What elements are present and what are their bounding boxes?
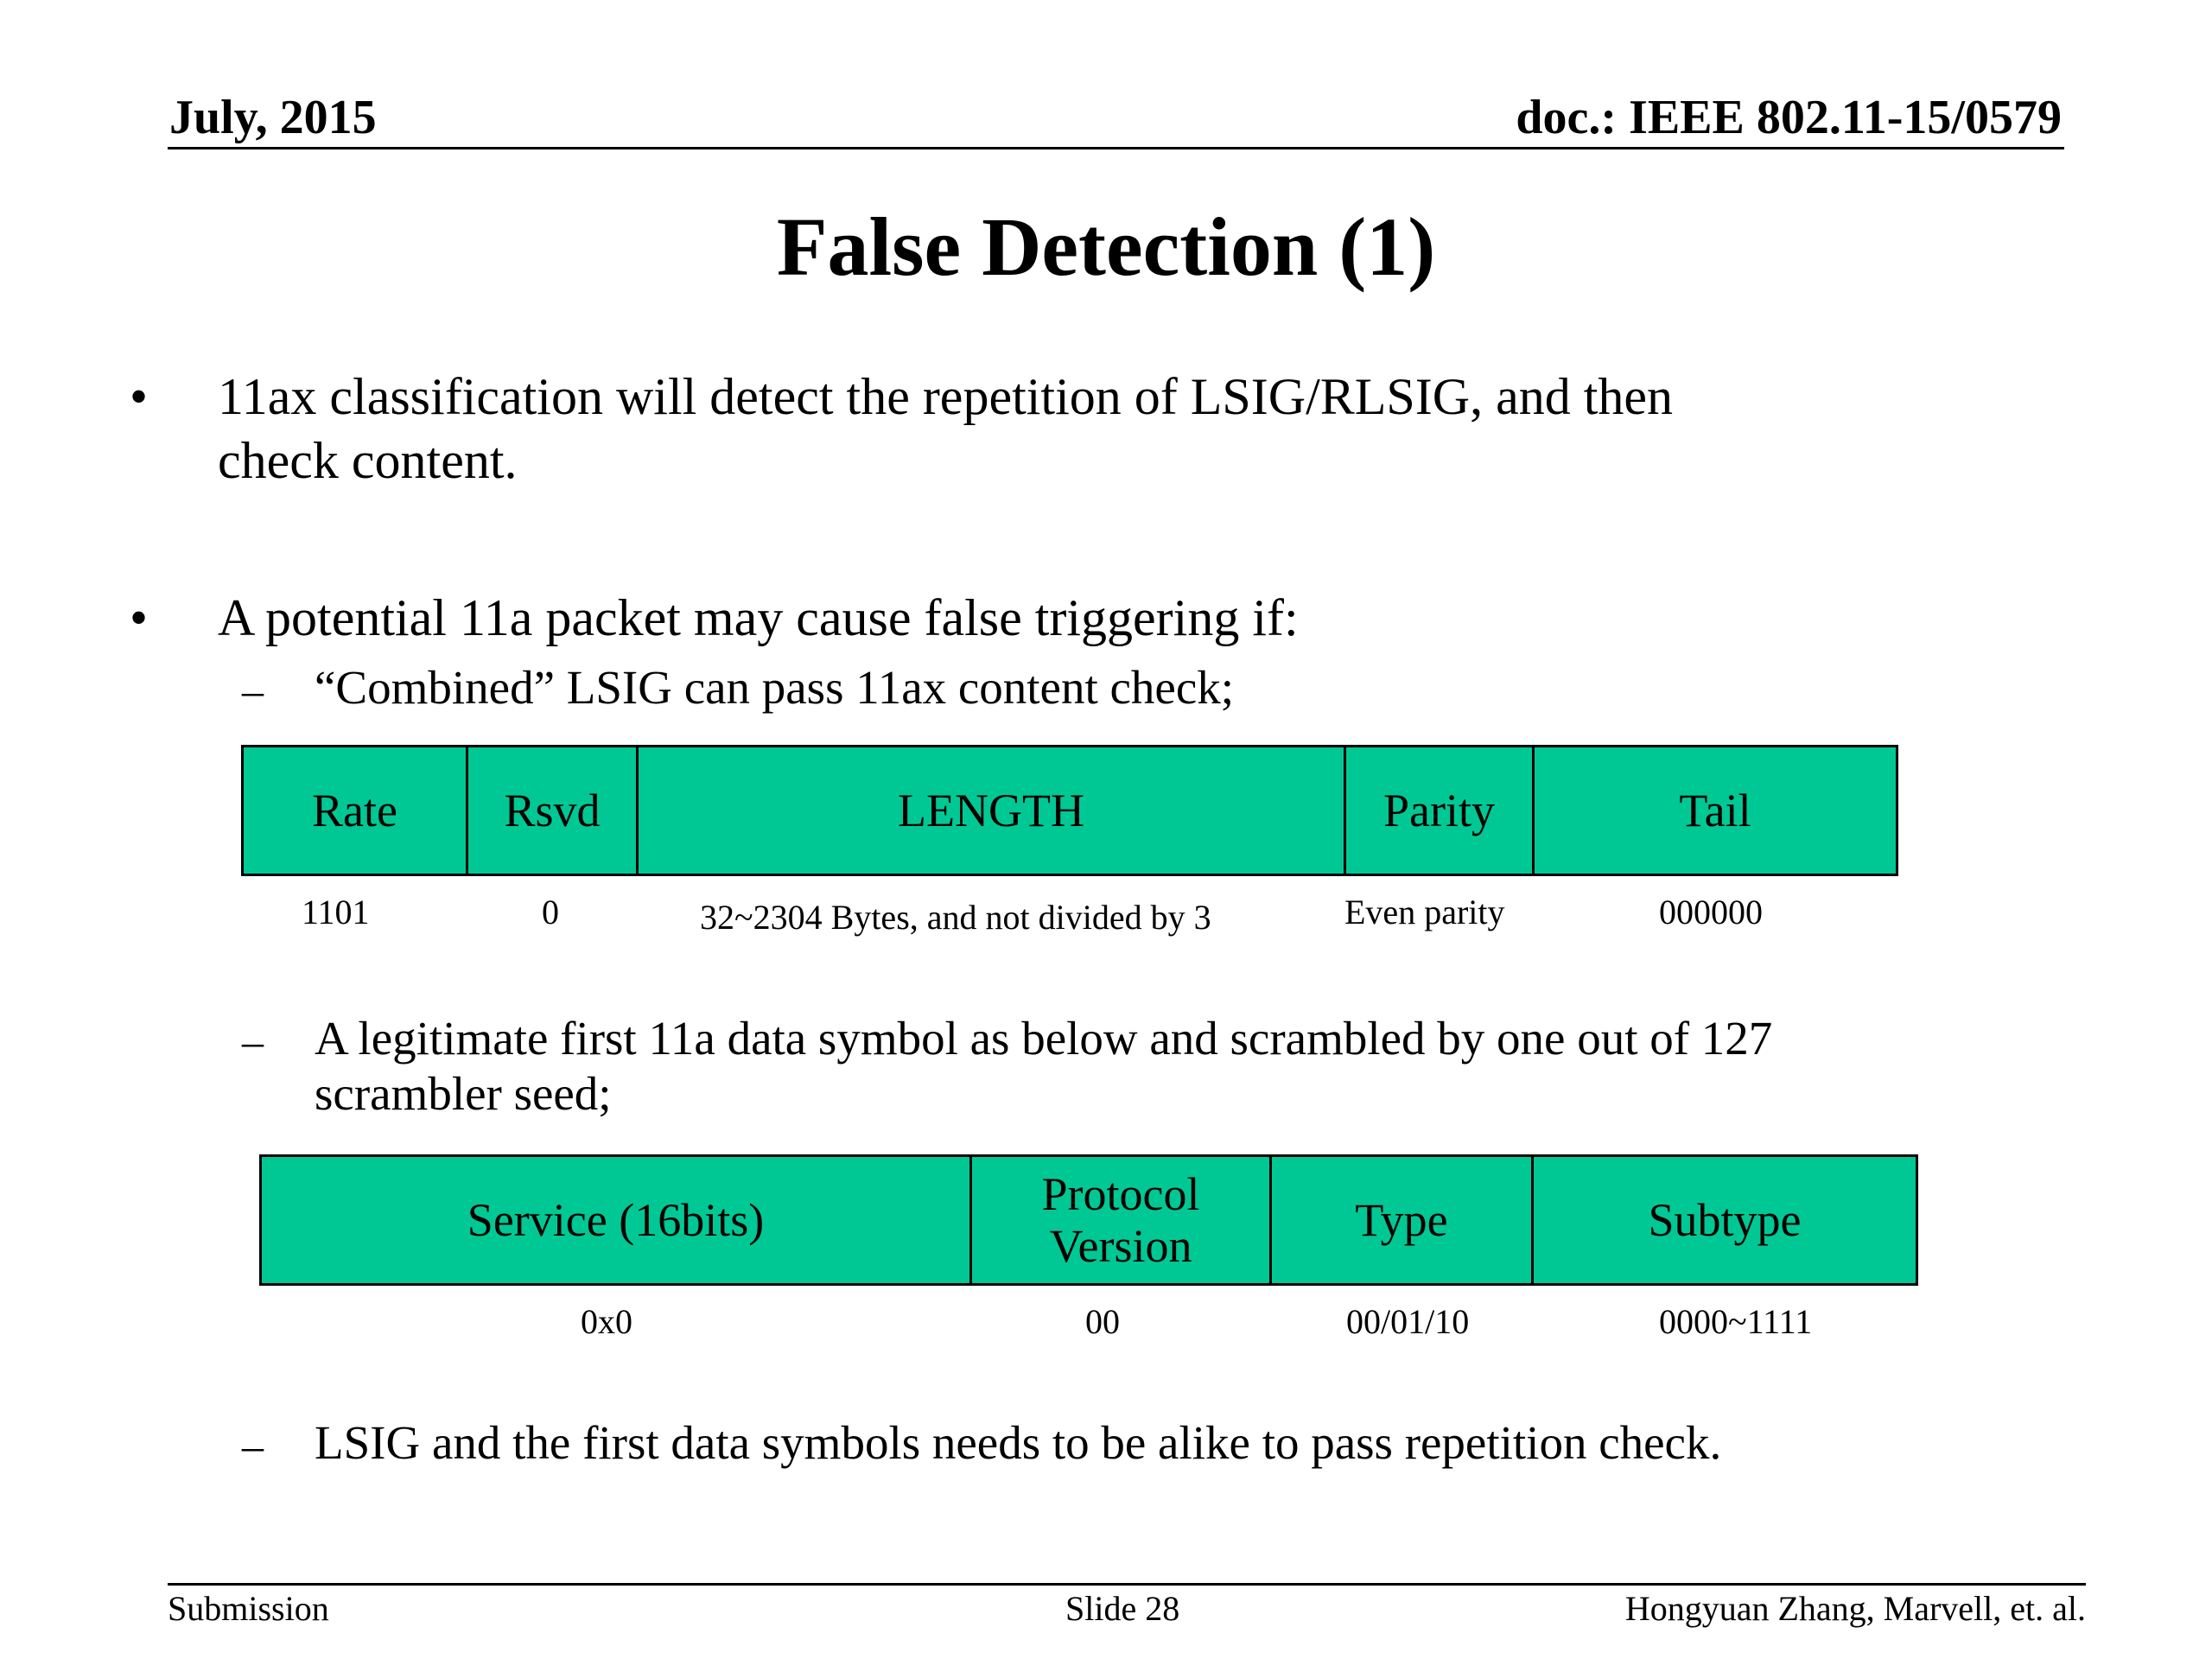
sub-bullet-marker: – [242,1421,264,1470]
bullet-marker: • [130,368,149,425]
sub-bullet-marker: – [242,1017,264,1065]
header-doc-id: doc.: IEEE 802.11-15/0579 [1516,91,2062,144]
bullet-2-line-1: A potential 11a packet may cause false triggering if: [218,589,1299,646]
lsig-value-rate: 1101 [302,893,370,931]
bullet-marker: • [130,589,149,646]
lsig-field-length: LENGTH [638,747,1345,875]
data-value-type: 00/01/10 [1346,1302,1470,1341]
data-field-subtype: Subtype [1533,1156,1917,1285]
sub-bullet-2-line-1: A legitimate first 11a data symbol as below and scrambled by one out of 127 [315,1012,1773,1065]
lsig-field-rsvd: Rsvd [467,747,638,875]
lsig-field-parity: Parity [1345,747,1534,875]
slide-title: False Detection (1) [776,200,1436,293]
footer-divider [168,1583,2086,1586]
data-symbol-field-table [259,1154,1918,1286]
lsig-value-length: 32~2304 Bytes, and not divided by 3 [700,898,1211,937]
lsig-field-tail: Tail [1534,747,1897,875]
footer-slide-number: Slide 28 [1065,1589,1180,1628]
data-field-type: Type [1271,1156,1533,1285]
data-value-subtype: 0000~1111 [1659,1302,1813,1341]
sub-bullet-2-line-2: scrambler seed; [315,1067,612,1120]
header-date: July, 2015 [169,91,377,144]
protocol-version-line-1: Protocol [1041,1168,1200,1220]
sub-bullet-3-text: LSIG and the first data symbols needs to be alike to pass repetition check. [315,1416,1722,1469]
sub-bullet-1-text: “Combined” LSIG can pass 11ax content check; [315,661,1235,714]
lsig-field-rate: Rate [243,747,467,875]
footer-author: Hongyuan Zhang, Marvell, et. al. [1624,1589,2086,1628]
lsig-value-tail: 000000 [1659,893,1763,931]
data-field-protocol-version [971,1156,1271,1285]
lsig-field-table [241,745,1898,876]
header-divider [168,147,2064,149]
bullet-1-line-2: check content. [218,432,518,489]
lsig-value-parity: Even parity [1344,893,1505,931]
bullet-1-line-1: 11ax classification will detect the repetition of LSIG/RLSIG, and then [218,368,1674,425]
protocol-version-line-2: Version [1049,1220,1192,1272]
data-field-service: Service (16bits) [261,1156,971,1285]
sub-bullet-marker: – [242,666,264,715]
footer-submission: Submission [168,1589,329,1628]
data-value-service: 0x0 [581,1302,632,1341]
data-value-protocol-version: 00 [1085,1302,1120,1341]
lsig-value-rsvd: 0 [542,893,559,931]
